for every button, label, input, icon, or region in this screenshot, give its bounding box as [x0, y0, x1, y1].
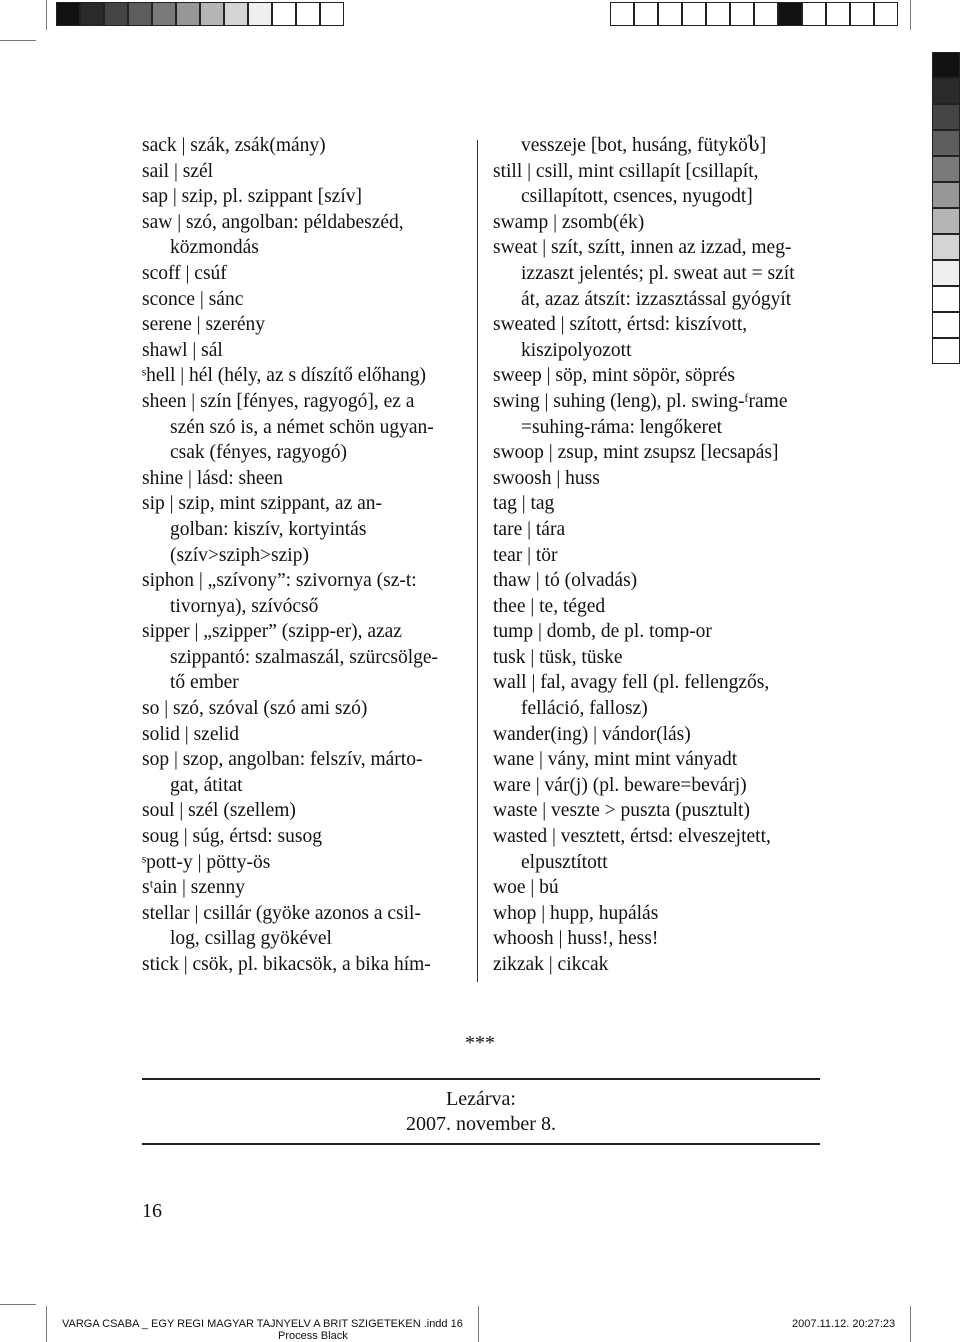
crop-mark	[46, 0, 47, 30]
dictionary-entry	[493, 773, 833, 799]
entry-headline: swamp | zsomb(ék)	[493, 211, 645, 233]
color-swatch	[682, 2, 706, 26]
color-swatch	[874, 2, 898, 26]
color-swatch	[610, 2, 634, 26]
entry-continuation: elpusztított	[521, 851, 608, 873]
dictionary-entry	[142, 338, 462, 364]
color-swatch	[932, 338, 960, 364]
color-swatch	[802, 2, 826, 26]
entry-headline: woe | bú	[493, 877, 559, 899]
dictionary-entry	[493, 466, 833, 492]
entry-headline: tag | tag	[493, 493, 555, 515]
crop-mark	[478, 1306, 479, 1342]
color-swatch	[850, 2, 874, 26]
dictionary-entry	[493, 543, 833, 569]
column-divider	[477, 140, 478, 982]
entry-headline: sip | szip, mint szippant, az an-	[142, 493, 383, 515]
entry-continuation: csak (fényes, ragyogó)	[170, 442, 348, 464]
dictionary-entry	[493, 875, 833, 901]
entry-headline: ware | vár(j) (pl. beware=bevárj)	[493, 774, 747, 796]
dictionary-entry	[142, 619, 462, 696]
crop-mark	[0, 40, 36, 41]
dictionary-entry	[493, 722, 833, 748]
dictionary-entry	[142, 159, 462, 185]
entry-headline: sweat | szít, szítt, innen az izzad, meg-	[493, 237, 792, 259]
color-swatch	[932, 312, 960, 338]
entry-continuation: gat, átitat	[170, 774, 243, 796]
color-swatch	[296, 2, 320, 26]
color-swatch	[128, 2, 152, 26]
color-swatch	[200, 2, 224, 26]
dictionary-entry	[142, 210, 462, 261]
dictionary-entry	[142, 952, 462, 978]
entry-headline: tump | domb, de pl. tomp-or	[493, 621, 712, 643]
entry-headline: sconce | sánc	[142, 288, 244, 310]
color-swatch	[932, 260, 960, 286]
color-swatch	[658, 2, 682, 26]
entry-headline: tare | tára	[493, 518, 566, 540]
crop-mark	[910, 1306, 911, 1342]
color-swatch	[932, 286, 960, 312]
color-swatch	[224, 2, 248, 26]
entry-continuation: át, azaz átszít: izzasztással gyógyít	[521, 288, 792, 310]
entry-headline: shine | lásd: sheen	[142, 467, 283, 489]
entry-headline: ˢhell | hél (hély, az s díszítő előhang)	[142, 365, 427, 387]
dictionary-entry	[493, 159, 833, 210]
entry-headline: zikzak | cikcak	[493, 954, 609, 975]
entry-headline: shawl | sál	[142, 339, 223, 361]
entry-headline: swoop | zsup, mint zsupsz [lecsapás]	[493, 442, 779, 464]
dictionary-entry	[493, 133, 833, 159]
entry-headline: stellar | csillár (gyöke azonos a csil-	[142, 902, 421, 924]
entry-headline: swoosh | huss	[493, 467, 600, 489]
entry-continuation: csillapított, csences, nyugodt]	[521, 186, 753, 208]
entry-headline: sweep | söp, mint söpör, söprés	[493, 365, 735, 387]
crop-mark	[46, 1306, 47, 1342]
entry-headline: tusk | tüsk, tüske	[493, 646, 623, 668]
dictionary-entry	[142, 491, 462, 568]
entry-headline: thaw | tó (olvadás)	[493, 570, 638, 592]
entry-headline: scoff | csúf	[142, 262, 227, 284]
dictionary-entry	[493, 235, 833, 312]
entry-headline: sack | szák, zsák(mány)	[142, 135, 326, 156]
entry-headline: saw | szó, angolban: példabeszéd,	[142, 211, 404, 233]
dictionary-entry	[493, 210, 833, 236]
footer-timestamp: 2007.11.12. 20:27:23	[792, 1318, 896, 1330]
dictionary-entry	[493, 619, 833, 645]
dictionary-entry	[493, 747, 833, 773]
rule-bottom	[142, 1143, 820, 1145]
dictionary-entry	[493, 594, 833, 620]
dictionary-entry	[493, 670, 833, 721]
color-swatch	[932, 52, 960, 78]
entry-continuation: golban: kiszív, kortyintás	[170, 518, 367, 540]
footer-file-name: VARGA CSABA _ EGY REGI MAGYAR TAJNYELV A BRIT SZIGETEKEN .indd 16	[62, 1318, 463, 1330]
dictionary-entry	[493, 517, 833, 543]
section-separator-stars: ***	[465, 1032, 495, 1054]
entry-headline: wall | fal, avagy fell (pl. fellengzős,	[493, 672, 770, 694]
dictionary-column-right	[493, 133, 833, 978]
entry-continuation: vesszeje [bot, husáng, fütyköს]	[521, 135, 767, 156]
color-swatch	[932, 208, 960, 234]
crop-mark	[0, 1304, 36, 1305]
color-swatch	[932, 104, 960, 130]
color-swatch	[826, 2, 850, 26]
color-swatch	[248, 2, 272, 26]
entry-headline: sop | szop, angolban: felszív, márto-	[142, 749, 423, 771]
entry-headline: sap | szip, pl. szippant [szív]	[142, 186, 362, 208]
page-number: 16	[142, 1200, 162, 1222]
color-bar-top-left	[56, 2, 344, 28]
dictionary-entry	[493, 440, 833, 466]
color-swatch	[932, 78, 960, 104]
dictionary-entry	[142, 568, 462, 619]
entry-continuation: közmondás	[170, 237, 259, 259]
footer-separation: Process Black	[278, 1330, 348, 1342]
entry-continuation: (szív>sziph>szip)	[170, 544, 309, 566]
entry-continuation: =suhing-ráma: lengőkeret	[521, 416, 723, 438]
entry-headline: wasted | vesztett, értsd: elveszejtett,	[493, 826, 771, 848]
dictionary-entry	[142, 747, 462, 798]
dictionary-entry	[142, 312, 462, 338]
dictionary-entry	[142, 287, 462, 313]
entry-continuation: kiszipolyozott	[521, 339, 632, 361]
dictionary-entry	[493, 952, 833, 978]
color-swatch	[932, 156, 960, 182]
color-swatch	[754, 2, 778, 26]
entry-headline: sᵗain | szenny	[142, 877, 245, 899]
dictionary-entry	[493, 491, 833, 517]
entry-continuation: szippantó: szalmaszál, szürcsölge-	[170, 646, 439, 668]
dictionary-entry	[142, 875, 462, 901]
entry-headline: tear | tör	[493, 544, 558, 566]
entry-headline: sheen | szín [fényes, ragyogó], ez a	[142, 390, 415, 412]
closed-date: 2007. november 8.	[406, 1113, 556, 1135]
dictionary-entry	[493, 824, 833, 875]
entry-headline: still | csill, mint csillapít [csillapít,	[493, 160, 759, 182]
dictionary-entry	[493, 901, 833, 927]
dictionary-entry	[142, 722, 462, 748]
dictionary-entry	[142, 798, 462, 824]
color-swatch	[104, 2, 128, 26]
dictionary-entry	[493, 363, 833, 389]
dictionary-entry	[493, 312, 833, 363]
color-bar-right-vertical	[932, 52, 960, 364]
color-swatch	[320, 2, 344, 26]
rule-top	[142, 1078, 820, 1080]
entry-headline: soul | szél (szellem)	[142, 800, 296, 822]
color-swatch	[272, 2, 296, 26]
color-swatch	[152, 2, 176, 26]
color-bar-top-right	[610, 2, 898, 28]
dictionary-entry	[142, 696, 462, 722]
dictionary-column-left	[142, 133, 462, 978]
entry-headline: soug | súg, értsd: susog	[142, 826, 322, 848]
color-swatch	[176, 2, 200, 26]
color-swatch	[706, 2, 730, 26]
entry-continuation: tő ember	[170, 672, 239, 694]
entry-continuation: log, csillag gyökével	[170, 928, 332, 950]
color-swatch	[56, 2, 80, 26]
dictionary-entry	[142, 363, 462, 389]
dictionary-entry	[142, 901, 462, 952]
dictionary-entry	[142, 850, 462, 876]
entry-headline: wane | vány, mint mint ványadt	[493, 749, 738, 771]
color-swatch	[932, 234, 960, 260]
color-swatch	[634, 2, 658, 26]
crop-mark	[910, 0, 911, 30]
dictionary-entry	[142, 133, 462, 159]
dictionary-entry	[142, 389, 462, 466]
dictionary-entry	[493, 568, 833, 594]
color-swatch	[80, 2, 104, 26]
entry-headline: serene | szerény	[142, 314, 265, 336]
entry-headline: wander(ing) | vándor(lás)	[493, 723, 691, 745]
dictionary-entry	[142, 824, 462, 850]
entry-headline: so | szó, szóval (szó ami szó)	[142, 698, 368, 720]
entry-headline: swing | suhing (leng), pl. swing-ᶠrame	[493, 390, 788, 412]
color-swatch	[778, 2, 802, 26]
entry-continuation: izzaszt jelentés; pl. sweat aut = szít	[521, 262, 795, 284]
entry-continuation: tivornya), szívócső	[170, 595, 319, 617]
color-swatch	[730, 2, 754, 26]
entry-headline: whoosh | huss!, hess!	[493, 928, 659, 950]
dictionary-entry	[142, 261, 462, 287]
closed-label: Lezárva:	[446, 1088, 516, 1110]
color-swatch	[932, 182, 960, 208]
entry-headline: thee | te, téged	[493, 595, 606, 617]
dictionary-entry	[493, 798, 833, 824]
entry-headline: whop | hupp, hupálás	[493, 902, 659, 924]
entry-continuation: szén szó is, a német schön ugyan-	[170, 416, 434, 438]
entry-continuation: felláció, fallosz)	[521, 698, 648, 720]
dictionary-entry	[493, 645, 833, 671]
dictionary-entry	[142, 466, 462, 492]
entry-headline: solid | szelid	[142, 723, 240, 745]
dictionary-entry	[142, 184, 462, 210]
entry-headline: sipper | „szipper” (szipp-er), azaz	[142, 621, 402, 643]
entry-headline: ˢpott-y | pötty-ös	[142, 851, 271, 873]
entry-headline: sweated | szított, értsd: kiszívott,	[493, 314, 748, 336]
entry-headline: siphon | „szívony”: szivornya (sz-t:	[142, 570, 417, 592]
dictionary-entry	[493, 389, 833, 440]
color-swatch	[932, 130, 960, 156]
entry-headline: stick | csök, pl. bikacsök, a bika hím-	[142, 954, 431, 975]
entry-headline: waste | veszte > puszta (pusztult)	[493, 800, 750, 822]
entry-headline: sail | szél	[142, 160, 214, 182]
dictionary-entry	[493, 926, 833, 952]
